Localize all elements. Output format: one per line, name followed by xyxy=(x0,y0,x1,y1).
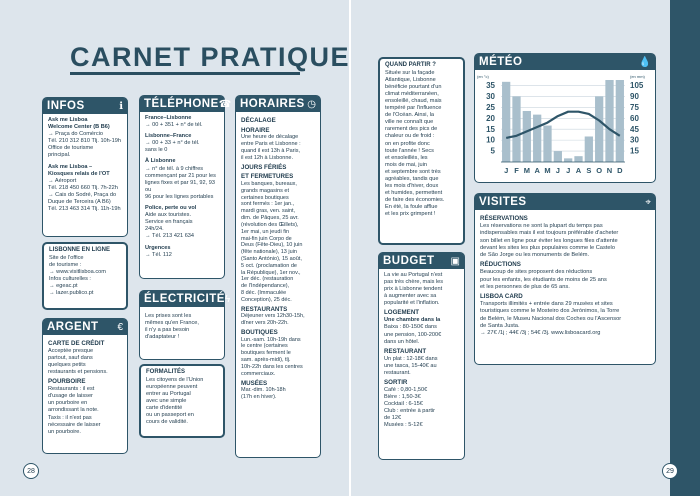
precip-bar xyxy=(564,158,572,162)
telephone-title: TÉLÉPHONE xyxy=(144,98,219,110)
electricite-box xyxy=(139,290,231,360)
precip-tick-label: 75 xyxy=(630,102,639,112)
electricite-line: il n'y a pas besoin xyxy=(145,327,190,334)
visites-line: pour les enfants, les étudiants de moins de 25 ans xyxy=(480,276,607,283)
quand-line: toute l'année ! Secs xyxy=(385,147,434,154)
quand-line: bénéficie pourtant d'un xyxy=(385,83,442,90)
meteo-chart xyxy=(475,70,654,180)
horaires-line: de l'Indépendance), xyxy=(241,283,290,290)
meteo-header xyxy=(475,54,655,70)
precip-bar xyxy=(595,96,603,162)
budget-line: Musées : 5-12€ xyxy=(384,422,423,429)
horaires-line: sont fermés : 1er jan., xyxy=(241,201,295,208)
infos-line: Duque de Terceira (A B6) xyxy=(48,199,111,206)
visites-line: de São Jorge ou les monuments de Belém. xyxy=(480,252,590,259)
infos-title: INFOS xyxy=(47,100,85,112)
budget-line: une pension, 100-200€ xyxy=(384,331,442,338)
budget-section-heading: SORTIR xyxy=(384,378,408,386)
horaires-line: Les banques, bureaux, xyxy=(241,181,297,187)
visites-line: Les réservations ne sont la plupart du temps pas xyxy=(480,222,603,229)
horaires-line: la République), 1er nov., xyxy=(241,269,301,276)
horaires-title: HORAIRES xyxy=(240,98,305,110)
infos-line: → Cais do Sodré, Praça do xyxy=(48,191,117,198)
infos-line: Tél. 213 463 314 Tlj. 11h-19h xyxy=(48,206,121,213)
budget-section-heading: RESTAURANT xyxy=(384,347,427,355)
formalites-line: cours de validité. xyxy=(146,419,188,426)
telephone-box xyxy=(139,95,232,279)
month-tick-label: J xyxy=(566,166,571,175)
month-tick-label: A xyxy=(534,166,540,175)
meteo-title: MÉTÉO xyxy=(479,56,523,68)
quand-line: En été, la foule afflue xyxy=(385,204,438,211)
telephone-bold-line: Lisbonne–France xyxy=(145,133,192,140)
visites-line: et les personnes de plus de 65 ans. xyxy=(480,283,570,290)
precip-bar xyxy=(512,96,520,162)
infos-bold-line: Welcome Center (B B6) xyxy=(48,124,110,131)
horaires-header xyxy=(236,96,320,112)
telephone-line: commençant par 21 pour les xyxy=(145,172,216,179)
lisbonne-line: → www.visitlisboa.com xyxy=(49,268,106,275)
precip-bar xyxy=(616,80,624,162)
quand-line: climat méditerranéen, xyxy=(385,90,439,97)
argent-section-heading: CARTE DE CRÉDIT xyxy=(48,340,105,347)
month-tick-label: D xyxy=(617,166,623,175)
horaires-line: 1er mai, un jeudi fin xyxy=(241,228,289,235)
month-tick-label: M xyxy=(523,166,530,175)
precip-bar xyxy=(502,82,510,162)
budget-line: Un plat : 12-18€ dans xyxy=(384,355,438,362)
electricite-line: d'adaptateur ! xyxy=(145,334,180,341)
horaires-line: mardi gras, ven. saint, xyxy=(241,208,296,215)
telephone-line: Aide aux touristes. xyxy=(145,212,192,219)
infos-header xyxy=(43,98,127,114)
horaires-section-heading: BOUTIQUES xyxy=(241,328,278,336)
horaires-line: Une heure de décalage xyxy=(241,134,299,141)
argent-section-heading: POURBOIRE xyxy=(48,378,86,386)
page-number-right: 29 xyxy=(662,463,678,479)
month-tick-label: F xyxy=(514,166,519,175)
quand-line: chaleur ou de froid : xyxy=(385,133,435,140)
horaires-line: boutiques ferment le xyxy=(241,350,291,357)
telephone-line: → Tél. 213 421 634 xyxy=(145,233,195,240)
quand-line: les mois d'hiver, doux xyxy=(385,183,439,190)
quand-line: ville ne connaît que xyxy=(385,119,434,126)
month-tick-label: A xyxy=(575,166,582,175)
horaires-box xyxy=(235,95,321,458)
precip-tick-label: 15 xyxy=(630,146,639,156)
lisbonne-line: Infos culturelles : xyxy=(49,275,91,282)
quand-line: agréables, tandis que xyxy=(385,176,439,183)
telephone-line: → 00 + 33 + n° de tél. xyxy=(145,140,200,147)
argent-line: nécessaire de laisser xyxy=(48,421,101,428)
telephone-line: 96 pour les lignes portables xyxy=(145,193,214,200)
month-tick-label: O xyxy=(596,166,603,175)
wallet-icon: ▣ xyxy=(450,255,460,267)
horaires-line: (fête nationale), 13 juin xyxy=(241,249,297,256)
electricite-line: Les prises sont les xyxy=(145,313,192,319)
horaires-body xyxy=(236,112,320,404)
budget-section-heading: LOGEMENT xyxy=(384,309,420,317)
telephone-bold-line: Police, perte ou vol xyxy=(145,205,197,212)
budget-line: pas très chère, mais les xyxy=(384,279,444,286)
horaires-line: le centre (certaines xyxy=(241,343,288,350)
infos-bold-line: Ask me Lisboa – xyxy=(48,163,93,170)
temp-tick-label: 35 xyxy=(486,81,495,91)
telephone-line: → n° de tél. à 9 chiffres xyxy=(145,165,204,172)
infos-line: principal. xyxy=(48,152,71,159)
horaires-line: Déjeuner vers 12h30-15h, xyxy=(241,313,305,320)
visites-header xyxy=(475,194,655,210)
lisbonne-lines xyxy=(49,255,121,298)
argent-line: un pourboire en xyxy=(48,400,88,407)
horaires-line: Conception), 25 déc. xyxy=(241,296,292,303)
page-number-left: 28 xyxy=(23,463,39,479)
horaires-section-heading: DÉCALAGE xyxy=(241,117,276,124)
quand-line: on en profite donc xyxy=(385,140,430,147)
budget-line: une tasca, 15-40€ au xyxy=(384,362,437,369)
precip-tick-label: 45 xyxy=(630,124,639,134)
infos-line: Tél. 210 312 810 Tlj. 10h-19h xyxy=(48,138,121,145)
argent-line: restaurants et pensions. xyxy=(48,369,108,376)
telephone-line: → 00 + 351 + n° de tél. xyxy=(145,122,203,129)
horaires-line: 10h-22h dans les centres xyxy=(241,363,303,370)
electricite-body xyxy=(140,307,224,344)
precip-tick-label: 90 xyxy=(630,92,639,101)
horaires-line: dîner vers 20h-22h. xyxy=(241,320,289,327)
horaires-line: sam. après-midi), tlj. xyxy=(241,357,291,364)
horaires-line: 8 déc. (Immaculée xyxy=(241,290,287,296)
electricite-line: mêmes qu'en France, xyxy=(145,320,199,327)
argent-box xyxy=(42,318,128,454)
quand-line: ensoleillé, chaud, mais xyxy=(385,97,442,104)
infos-line: → Praça do Comércio xyxy=(48,131,104,138)
budget-body xyxy=(379,269,464,432)
horaires-section-heading: JOURS FÉRIÉS xyxy=(241,163,287,171)
formalites-line: avec une simple xyxy=(146,397,187,404)
budget-line: Baixa : 80-150€ dans xyxy=(384,324,437,331)
precip-bar xyxy=(554,151,562,162)
lisbonne-line: Site de l'office xyxy=(49,254,84,261)
quand-line: et septembre sont très xyxy=(385,168,441,175)
quand-line: rarement des pics de xyxy=(385,126,438,133)
budget-line: Club : entrée à partir xyxy=(384,408,435,415)
precip-bar xyxy=(533,115,541,162)
visites-line: Beaucoup de sites proposent des réductions xyxy=(480,269,593,276)
horaires-line: Lun.-sam. 10h-19h dans xyxy=(241,336,301,343)
budget-line: popularité et l'inflation. xyxy=(384,300,440,307)
quand-line: mois de mai, juin xyxy=(385,161,427,168)
formalites-box xyxy=(139,364,225,438)
precip-bar xyxy=(585,136,593,162)
horaires-section-heading: MUSÉES xyxy=(241,379,268,387)
argent-line: quelques petits xyxy=(48,362,86,369)
telephone-line: sans le 0 xyxy=(145,147,168,154)
precip-tick-label: 60 xyxy=(630,113,639,123)
budget-line: Café : 0,80-1,50€ xyxy=(384,386,428,393)
argent-line: Taxis : il n'est pas xyxy=(48,414,92,421)
precip-tick-label: 105 xyxy=(630,81,644,91)
infos-box xyxy=(42,97,128,237)
visites-box xyxy=(474,193,656,365)
budget-bold-line: Une chambre dans la xyxy=(384,317,441,324)
formalites-line: entrer au Portugal xyxy=(146,390,191,397)
lisbonne-line: de tourisme : xyxy=(49,261,82,268)
horaires-line: (révolution des Œillets), xyxy=(241,221,299,228)
lightning-icon: ϟ xyxy=(224,293,231,305)
visites-title: VISITES xyxy=(479,196,527,208)
horaires-line: quand il est 13h à Paris, xyxy=(241,148,301,154)
telephone-bold-line: Urgences xyxy=(145,244,171,251)
visites-line: devant les sites les plus populaires comme le Castelo xyxy=(480,244,615,251)
telephone-body xyxy=(140,112,224,262)
infos-line: Tél. 218 450 660 Tlj. 7h-22h xyxy=(48,184,118,191)
formalites-line: Les citoyens de l'Union xyxy=(146,376,204,383)
visites-line: de Belém, le Museu Nacional dos Coches ou l'Ascensor xyxy=(480,315,622,322)
horaires-line: dim. de Pâques, 25 avr. xyxy=(241,215,299,222)
horaires-section-heading: ET FERMETURES xyxy=(241,173,294,181)
page-title: CARNET PRATIQUE xyxy=(70,42,351,72)
argent-line: un pourboire. xyxy=(48,428,81,435)
electricite-title: ÉLECTRICITÉ xyxy=(144,293,225,305)
argent-line: d'usage de laisser xyxy=(48,393,93,400)
temp-tick-label: 5 xyxy=(490,146,495,156)
infos-bold-line: Ask me Lisboa xyxy=(48,117,88,123)
precip-bar xyxy=(574,156,582,162)
precip-bar xyxy=(523,111,531,162)
horaires-line: mai-fin juin Corpo de xyxy=(241,235,292,242)
precip-bar xyxy=(605,80,613,162)
budget-line: Bière : 1,50-3€ xyxy=(384,393,421,400)
temp-tick-label: 25 xyxy=(486,102,495,112)
quand-line: Située sur la façade xyxy=(385,69,435,76)
telephone-header xyxy=(140,96,232,112)
infos-bold-line: Kiosques relais de l'OT xyxy=(48,170,110,177)
quand-partir-box xyxy=(378,57,465,245)
lisbonne-line: → egeac.pt xyxy=(49,282,78,289)
visites-section-heading: LISBOA CARD xyxy=(480,293,523,301)
quand-line: et les prix grimpent ! xyxy=(385,211,436,218)
quand-title: QUAND PARTIR ? xyxy=(385,62,436,68)
precip-unit-label: (en mm) xyxy=(630,74,645,79)
lisbonne-title: LISBONNE EN LIGNE xyxy=(49,247,111,253)
formalites-line: carte d'identité xyxy=(146,404,183,411)
formalites-lines xyxy=(146,377,218,427)
visites-line: touristiques comme le Mosteiro dos Jerónimos, la Torre xyxy=(480,308,620,315)
horaires-section-heading: RESTAURANTS xyxy=(241,305,288,313)
temp-tick-label: 15 xyxy=(486,124,495,134)
quand-line: de faire des économies. xyxy=(385,197,445,204)
precip-tick-label: 30 xyxy=(630,135,639,145)
budget-line: dans un hôtel. xyxy=(384,338,420,345)
quand-body xyxy=(380,59,463,222)
visites-line: son billet en ligne pour éviter les longues files d'attente xyxy=(480,237,618,244)
visites-section-heading: RÉDUCTIONS xyxy=(480,261,521,269)
clock-icon: ◷ xyxy=(307,98,316,110)
horaires-section-heading: HORAIRE xyxy=(241,126,270,134)
lisbonne-en-ligne-box xyxy=(42,242,128,310)
formalites-line: européenne peuvent xyxy=(146,383,198,390)
formalites-title: FORMALITÉS xyxy=(146,369,185,375)
horaires-line: certaines boutiques xyxy=(241,194,289,201)
argent-title: ARGENT xyxy=(47,321,99,333)
budget-line: restaurant. xyxy=(384,369,411,376)
temp-tick-label: 10 xyxy=(486,135,495,145)
temp-tick-label: 30 xyxy=(486,92,495,101)
horaires-line: (Santo António), 15 août, xyxy=(241,255,302,262)
quand-line: et ensoleillés, les xyxy=(385,154,428,161)
quand-line: de l'Océan. Ainsi, la xyxy=(385,112,434,119)
budget-header xyxy=(379,253,464,269)
budget-box xyxy=(378,252,465,460)
rain-drop-icon: 💧 xyxy=(638,56,651,68)
infos-line: → Aéroport xyxy=(48,177,77,184)
formalites-line: ou un passeport en xyxy=(146,412,194,419)
formalites-body xyxy=(141,366,223,429)
budget-line: Cocktail : 6-15€ xyxy=(384,400,423,407)
horaires-line: Deus (Fête-Dieu), 10 juin xyxy=(241,242,303,249)
budget-line: La vie au Portugal n'est xyxy=(384,272,443,278)
budget-line: de 12€ xyxy=(384,415,402,422)
quand-line: Atlantique, Lisbonne xyxy=(385,76,436,83)
horaires-line: Mar.-dim. 10h-18h xyxy=(241,387,286,394)
visites-line: Transports illimités + entrée dans 29 musées et sites xyxy=(480,301,613,308)
telephone-icon: ☎ xyxy=(218,98,232,110)
telephone-line: → Tél. 112 xyxy=(145,251,172,258)
telephone-line: Service en français xyxy=(145,219,193,226)
meteo-box xyxy=(474,53,656,183)
horaires-line: 1er déc. (restauration xyxy=(241,276,294,283)
money-icon: € xyxy=(117,321,123,333)
argent-line: Restaurants : il est xyxy=(48,386,95,393)
month-tick-label: S xyxy=(586,166,592,175)
electricite-header xyxy=(140,291,231,307)
budget-line: prix à Lisbonne tendent xyxy=(384,286,443,293)
telephone-bold-line: France–Lisbonne xyxy=(145,115,192,121)
argent-body xyxy=(43,335,127,439)
month-tick-label: J xyxy=(555,166,560,175)
visites-section-heading: RÉSERVATIONS xyxy=(480,215,528,222)
month-tick-label: M xyxy=(544,166,551,175)
horaires-line: 5 oct. (proclamation de xyxy=(241,262,297,269)
telephone-line: lignes fixes et par 91, 92, 93 ou xyxy=(145,179,215,193)
visites-line: indispensables mais il est toujours préférable d'acheter xyxy=(480,230,619,237)
argent-line: partout, sauf dans xyxy=(48,354,93,361)
page-edge-band xyxy=(670,0,700,496)
infos-body xyxy=(43,114,127,216)
month-tick-label: N xyxy=(606,166,613,175)
visites-line: → 27€ /1j ; 44€ /3j ; 54€ /3j. www.lisboacard.org xyxy=(480,330,601,337)
horaires-line: entre Paris et Lisbonne : xyxy=(241,141,301,148)
precip-bar xyxy=(543,126,551,162)
quand-line: tempéré par l'influence xyxy=(385,105,442,112)
infos-line: Office de tourisme xyxy=(48,145,94,152)
argent-line: Acceptée presque xyxy=(48,347,94,354)
telephone-bold-line: À Lisbonne xyxy=(145,158,176,165)
month-tick-label: J xyxy=(504,166,509,175)
argent-line: arrondissant la note. xyxy=(48,407,99,414)
horaires-line: il est 12h à Lisbonne. xyxy=(241,154,293,161)
visites-line: de Santa Justa. xyxy=(480,323,520,330)
title-underline xyxy=(70,72,300,75)
budget-line: à augmenter avec sa xyxy=(384,293,437,300)
temp-unit-label: (en °c) xyxy=(477,74,489,79)
quand-lines xyxy=(385,70,458,219)
lisbonne-line: → lazer.publico.pt xyxy=(49,290,94,297)
horaires-line: grands magasins et xyxy=(241,187,289,194)
telephone-line: 24h/24. xyxy=(145,226,164,233)
map-pin-icon: ⌖ xyxy=(645,196,651,208)
budget-title: BUDGET xyxy=(383,255,435,267)
info-icon: ℹ xyxy=(119,100,123,112)
horaires-line: (17h en hiver). xyxy=(241,394,277,400)
horaires-line: commerciaux. xyxy=(241,370,276,377)
quand-line: et humides, permettent xyxy=(385,190,443,197)
argent-header xyxy=(43,319,127,335)
lisbonne-body xyxy=(44,244,126,300)
temp-tick-label: 20 xyxy=(486,113,495,123)
visites-body xyxy=(475,210,655,341)
